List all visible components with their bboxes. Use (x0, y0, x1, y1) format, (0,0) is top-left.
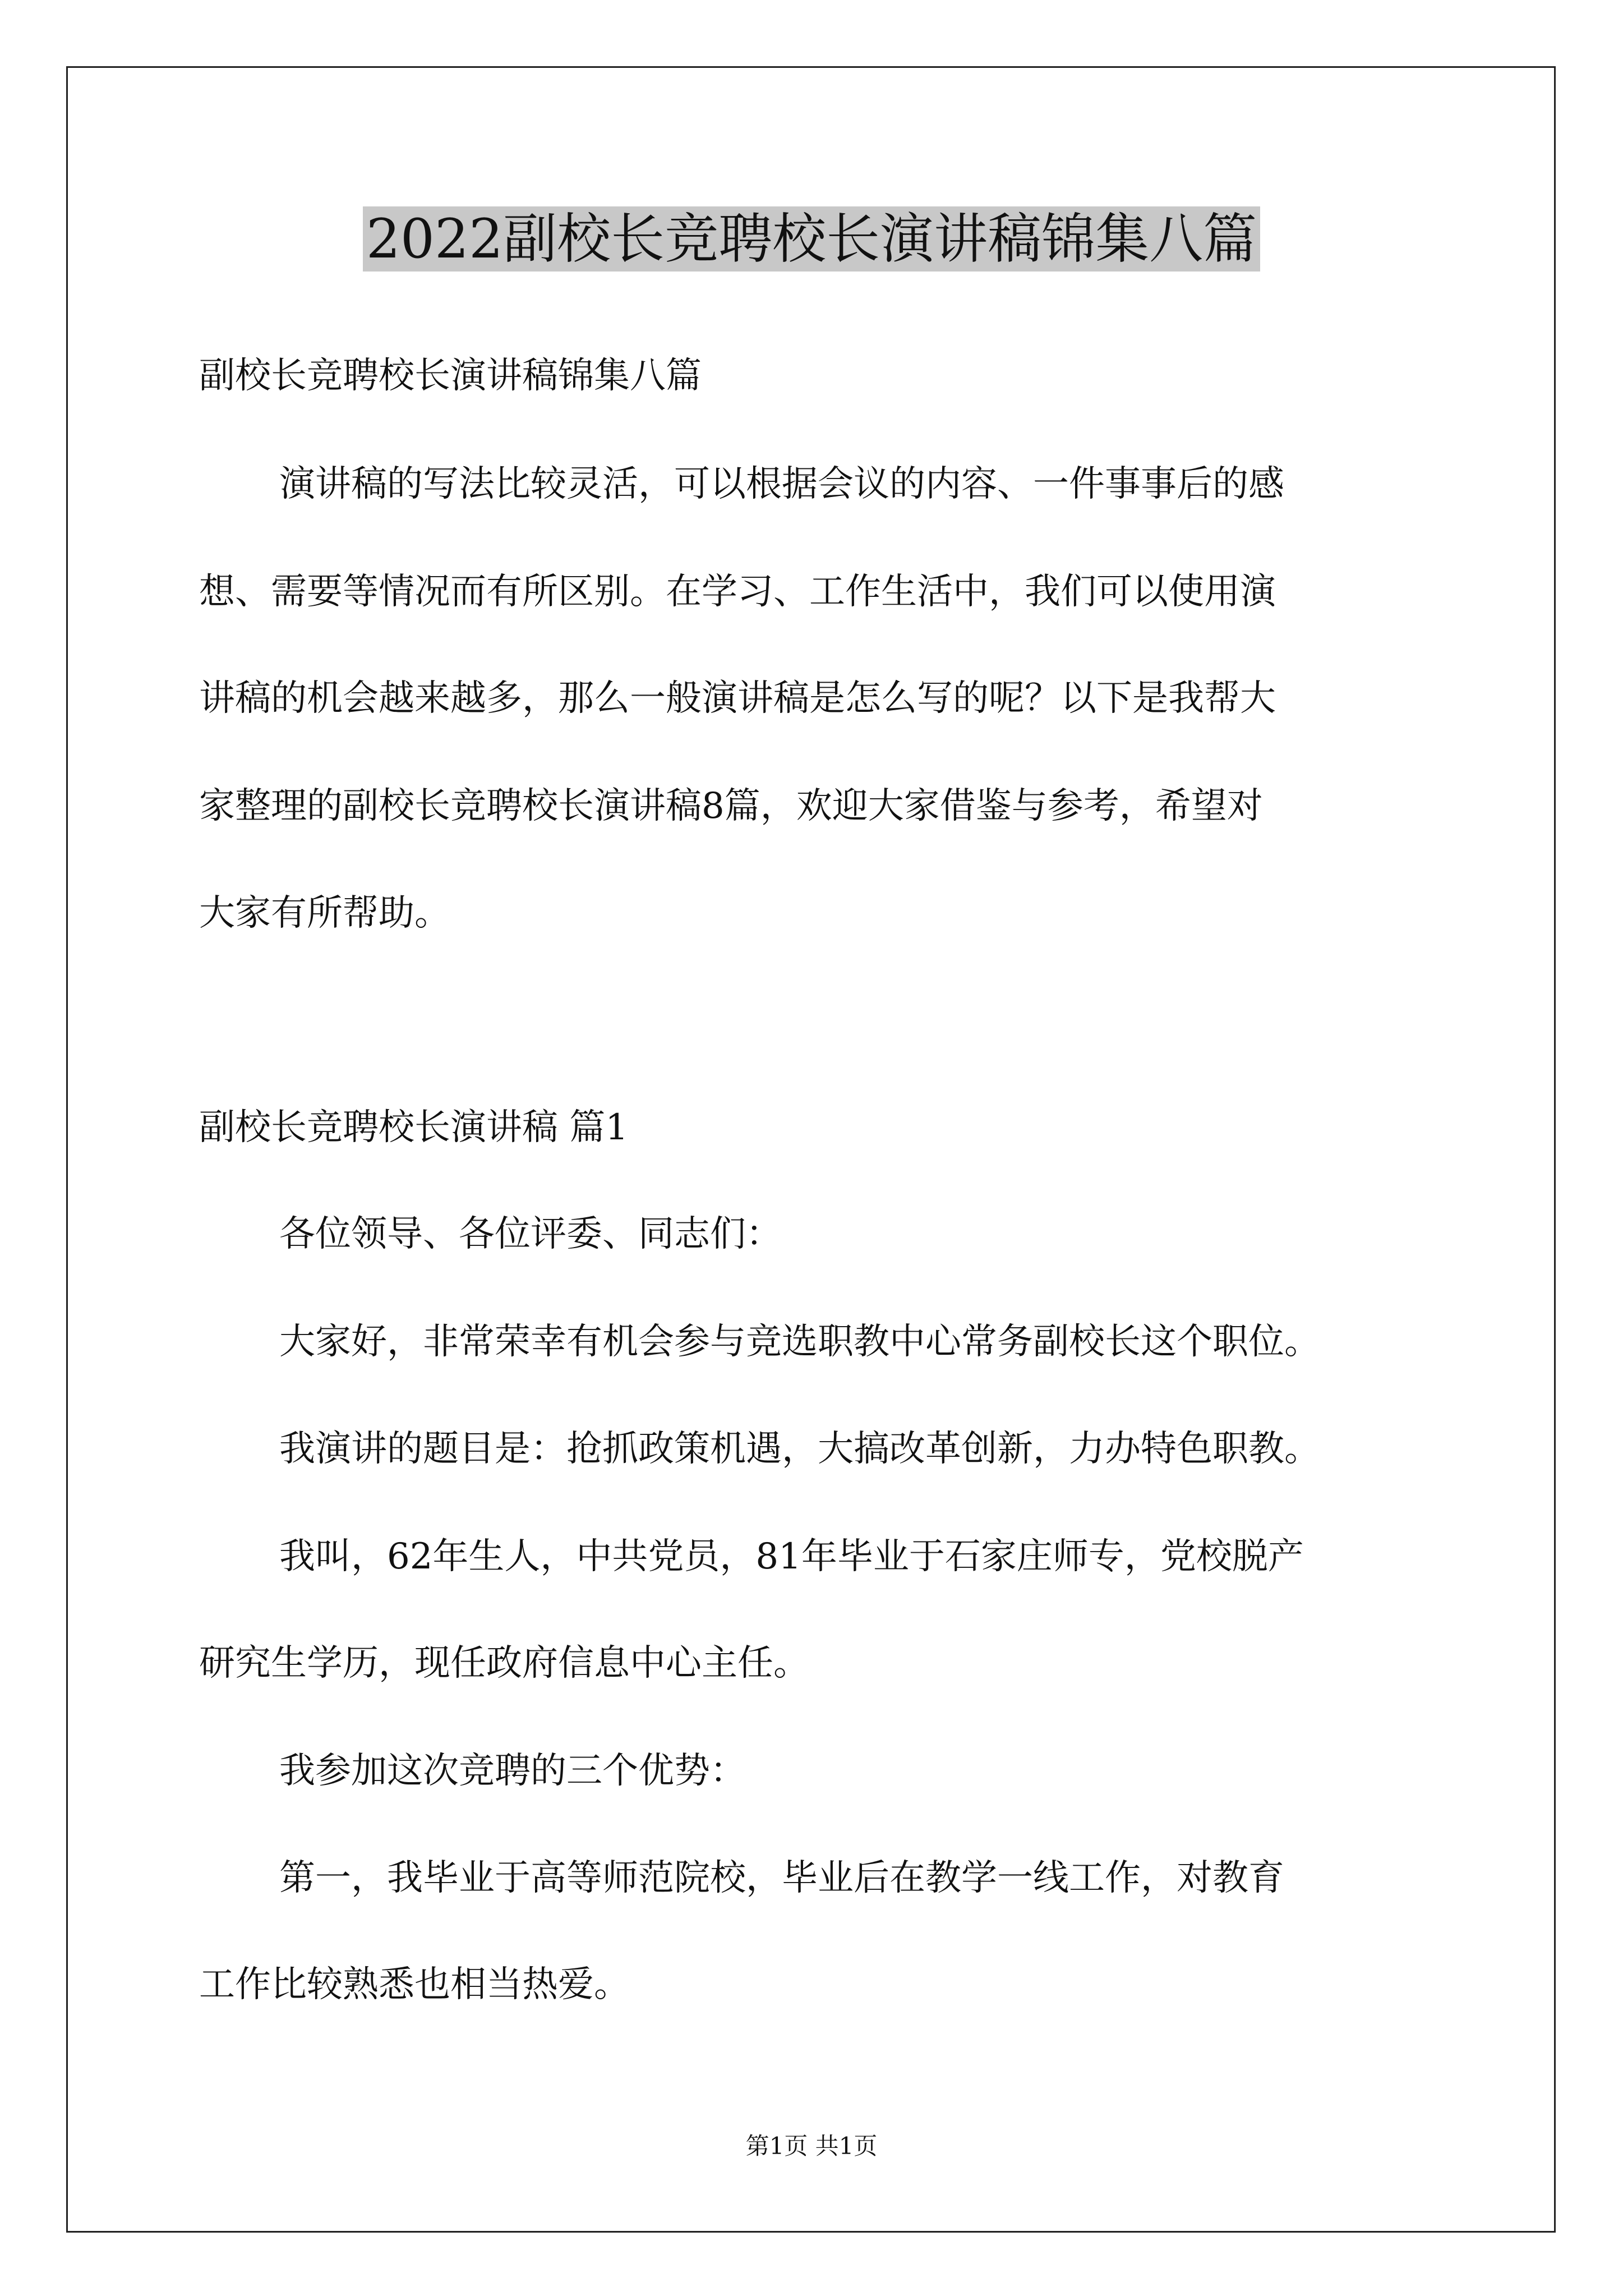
paragraph-line: 大家有所帮助。 (199, 892, 450, 934)
paragraph-line: 大家好，非常荣幸有机会参与竞选职教中心常务副校长这个职位。 (279, 1321, 1320, 1363)
document-title (0, 201, 1623, 277)
paragraph-line: 我参加这次竞聘的三个优势： (279, 1750, 746, 1792)
paragraph-line: 演讲稿的写法比较灵活，可以根据会议的内容、一件事事后的感 (279, 463, 1284, 505)
subtitle-line: 副校长竞聘校长演讲稿锦集八篇 (199, 355, 702, 397)
paragraph-line: 第一，我毕业于高等师范院校，毕业后在教学一线工作，对教育 (279, 1857, 1284, 1899)
paragraph-line: 研究生学历，现任政府信息中心主任。 (199, 1642, 809, 1684)
page-footer: 第1页 共1页 (745, 2132, 878, 2160)
paragraph-line: 工作比较熟悉也相当热爱。 (199, 1964, 630, 2005)
paragraph-line: 家整理的副校长竞聘校长演讲稿8篇，欢迎大家借鉴与参考，希望对 (199, 785, 1263, 827)
paragraph-line: 各位领导、各位评委、同志们： (279, 1213, 782, 1255)
paragraph-line: 我叫，62年生人，中共党员，81年毕业于石家庄师专，党校脱产 (279, 1536, 1304, 1577)
section-heading: 副校长竞聘校长演讲稿 篇1 (199, 1107, 629, 1148)
document-title-text: 2022副校长竞聘校长演讲稿锦集八篇 (363, 206, 1260, 272)
paragraph-line: 想、需要等情况而有所区别。在学习、工作生活中，我们可以使用演 (199, 571, 1276, 613)
paragraph-line: 我演讲的题目是：抢抓政策机遇，大搞改革创新，力办特色职教。 (279, 1428, 1320, 1470)
paragraph-line: 讲稿的机会越来越多，那么一般演讲稿是怎么写的呢？以下是我帮大 (199, 678, 1276, 719)
